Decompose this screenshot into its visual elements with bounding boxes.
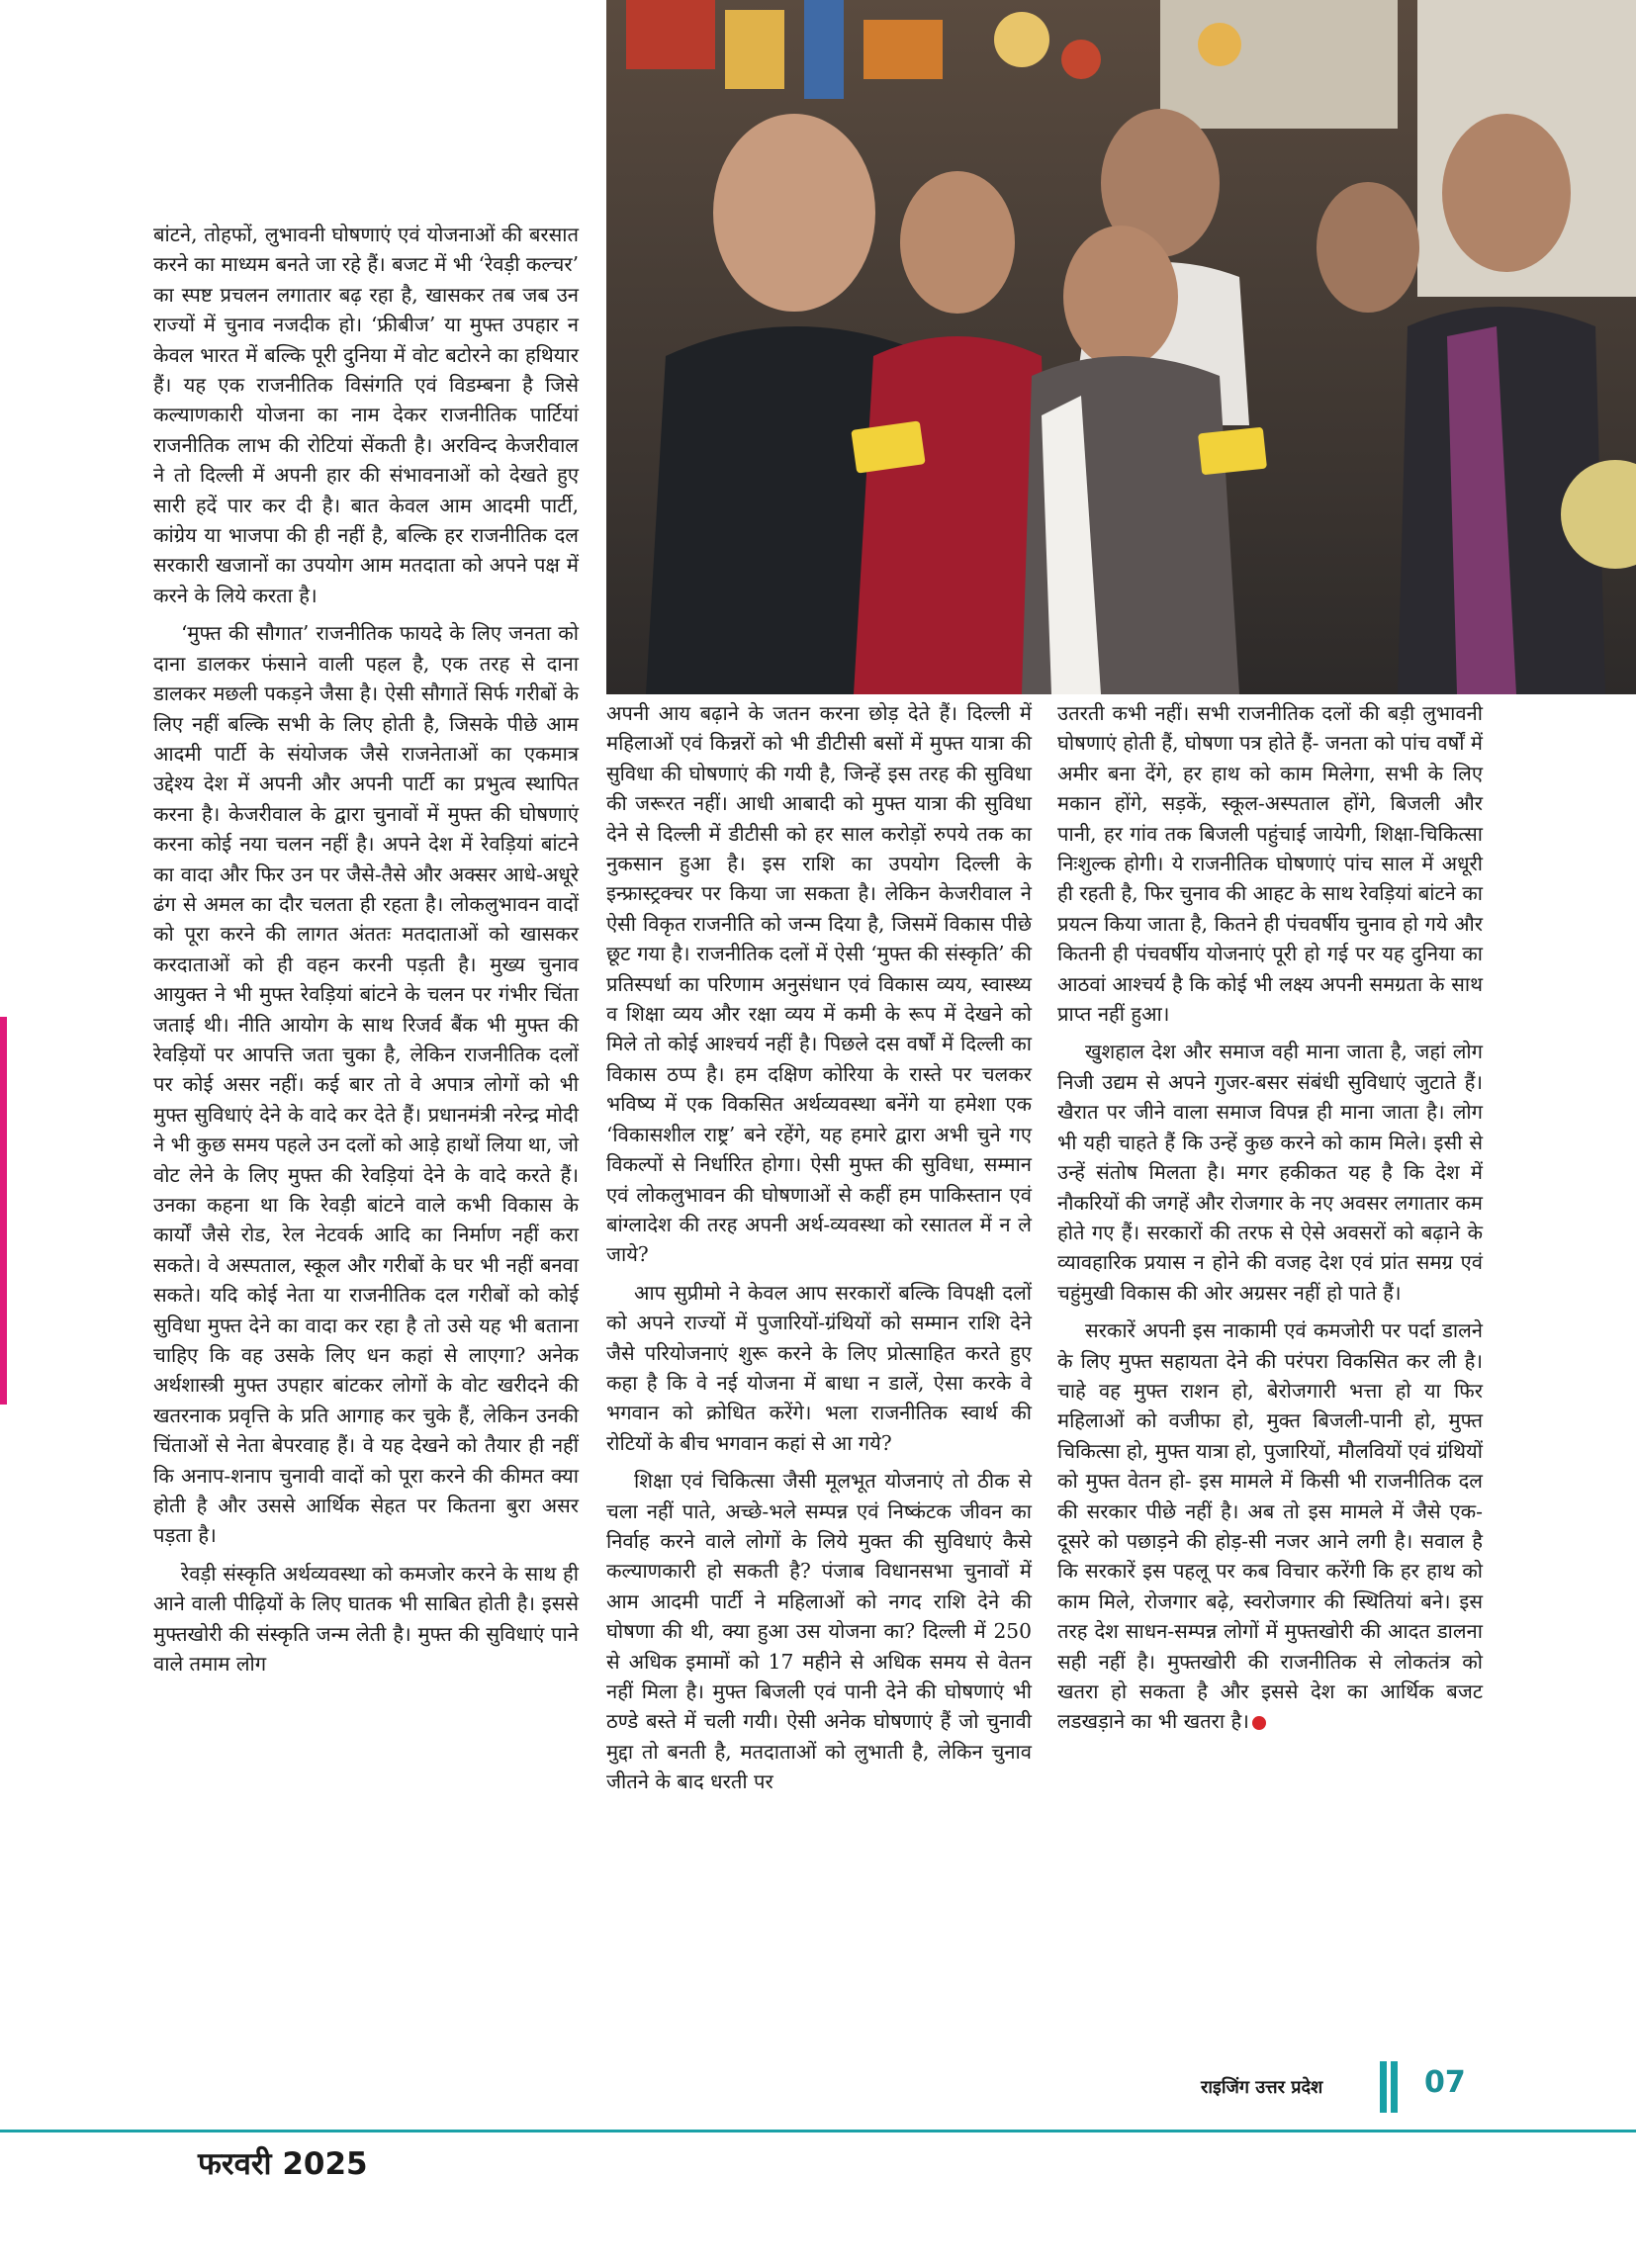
col1-paragraph-3: रेवड़ी संस्कृति अर्थव्यवस्था को कमजोर करने के साथ ही आने वाली पीढ़ियों के लिए घातक भी साबित होती है। इससे मुफ्तखोरी की संस्कृति जन्म लेती है। मुफ्त की सुविधाएं पाने वाले तमाम लोग (153, 1561, 579, 1677)
col1-paragraph-2: ‘मुफ्त की सौगात’ राजनीतिक फायदे के लिए जनता को दाना डालकर फंसाने वाली पहल है, एक तरह से दाना डालकर मछली पकड़ने जैसा है। ऐसी सौगातें सिर्फ गरीबों के लिए नहीं बल्कि सभी के लिए होती है, जिसके पीछे आम आदमी पार्टी के संयोजक जैसे राजनेताओं का एकमात्र उद्देश्य देश में अपनी और अपनी पार्टी का प्रभुत्व स्थापित करना है। केजरीवाल के द्वारा चुनावों में मुफ्त की घोषणाएं करना कोई नया चलन नहीं है। अपने देश में रेवड़ियां बांटने का वादा और फिर उन पर जैसे-तैसे और अक्सर आधे-अधूरे ढंग से अमल का दौर चलता ही रहता है। लोकलुभावन वादों को पूरा करने की लागत अंततः मतदाताओं को खासकर करदाताओं को ही वहन करनी पड़ती है। मुख्य चुनाव आयुक्त ने भी मुफ्त रेवड़ियां बांटने के चलन पर गंभीर चिंता जताई थी। नीति आयोग के साथ रिजर्व बैंक भी मुफ्त की रेवड़ियों पर आपत्ति जता चुका है, लेकिन राजनीतिक दलों पर कोई असर नहीं। कई बार तो वे अपात्र लोगों को भी मुफ्त सुविधाएं देने के वादे कर देते हैं। प्रधानमंत्री नरेन्द्र मोदी ने भी कुछ समय पहले उन दलों को आड़े हाथों लिया था, जो वोट लेने के लिए मुफ्त की रेवड़ियां देने के वादे करते हैं। उनका कहना था कि रेवड़ी बांटने वाले कभी विकास के कार्यों जैसे रोड, रेल नेटवर्क आदि का निर्माण नहीं करा सकते। वे अस्पताल, स्कूल और गरीबों के घर भी नहीं बनवा सकते। यदि कोई नेता या राजनीतिक दल गरीबों को कोई सुविधा मुफ्त देने का वादा कर रहा है तो उसे यह भी बताना चाहिए कि वह उसके लिए धन कहां से लाएगा? अनेक अर्थशास्त्री मुफ्त उपहार बांटकर लोगों के वोट खरीदने की खतरनाक प्रवृत्ति के प्रति आगाह कर चुके हैं, लेकिन उनकी चिंताओं से नेता बेपरवाह हैं। वे यह देखने को तैयार ही नहीं कि अनाप-शनाप चुनावी वादों को पूरा करने की कीमत क्या होती है और उससे आर्थिक सेहत पर कितना बुरा असर पड़ता है। (153, 621, 579, 1548)
issue-date: फरवरी 2025 (198, 2146, 368, 2182)
article-column-3 (1057, 698, 1483, 1737)
page-number-bars-icon (1380, 2061, 1409, 2113)
col2-paragraph-2: आप सुप्रीमो ने केवल आप सरकारों बल्कि विपक्षी दलों को अपने राज्यों में पुजारियों-ग्रंथियों को सम्मान राशि देने जैसे परियोजनाएं शुरू करने के लिए प्रोत्साहित करते हुए कहा है कि वे नई योजना में बाधा न डालें, ऐसा करके वे भगवान को क्रोधित करेंगे। भला राजनीतिक स्वार्थ की रोटियों के बीच भगवान कहां से आ गये? (606, 1280, 1032, 1455)
magazine-brand: राइजिंग उत्तर प्रदेश (1201, 2077, 1323, 2098)
col1-paragraph-1: बांटने, तोहफों, लुभावनी घोषणाएं एवं योजनाओं की बरसात करने का माध्यम बनते जा रहे हैं। बजट में भी ‘रेवड़ी कल्चर’ का स्पष्ट प्रचलन लगातार बढ़ रहा है, खासकर तब जब उन राज्यों में चुनाव नजदीक हो। ‘फ्रीबीज’ या मुफ्त उपहार न केवल भारत में बल्कि पूरी दुनिया में वोट बटोरने का हथियार हैं। यह एक राजनीतिक विसंगति एवं विडम्बना है जिसे कल्याणकारी योजना का नाम देकर राजनीतिक पार्टियां राजनीतिक लाभ की रोटियां सेंकती है। अरविन्द केजरीवाल ने तो दिल्ली में अपनी हार की संभावनाओं को देखते हुए सारी हदें पार कर दी है। बात केवल आम आदमी पार्टी, कांग्रेय या भाजपा की ही नहीं है, बल्कि हर राजनीतिक दल सरकारी खजानों का उपयोग आम मतदाता को अपने पक्ष में करने के लिये करता है। (153, 223, 579, 607)
sidebar-accent-bar (0, 1017, 7, 1405)
col3-paragraph-3 (1057, 1315, 1483, 1737)
article-photo (606, 0, 1636, 694)
end-of-article-icon (1252, 1716, 1266, 1730)
article-column-1 (153, 220, 579, 1679)
photo-illustration (606, 0, 1636, 694)
col2-paragraph-3: शिक्षा एवं चिकित्सा जैसी मूलभूत योजनाएं तो ठीक से चला नहीं पाते, अच्छे-भले सम्पन्न एवं निष्कंटक जीवन का निर्वाह करने वाले लोगों के लिये मुक्त की सुविधाएं कैसे कल्याणकारी हो सकती है? पंजाब विधानसभा चुनावों में आम आदमी पार्टी ने महिलाओं को नगद राशि देने की घोषणा की थी, क्या हुआ उस योजना का? दिल्ली में 250 से अधिक इमामों को 17 महीने से अधिक समय से वेतन नहीं मिला है। मुफ्त बिजली एवं पानी देने की घोषणाएं भी ठण्डे बस्ते में चली गयी। ऐसी अनेक घोषणाएं हैं जो चुनावी मुद्दा तो बनती है, मतदाताओं को लुभाती है, लेकिन चुनाव जीतने के बाद धरती पर (606, 1469, 1032, 1794)
col3-paragraph-3-text: सरकारें अपनी इस नाकामी एवं कमजोरी पर पर्दा डालने के लिए मुफ्त सहायता देने की परंपरा विकसित कर ली है। चाहे वह मुफ्त राशन हो, बेरोजगारी भत्ता हो या फिर महिलाओं को वजीफा हो, मुक्त बिजली-पानी हो, मुफ्त चिकित्सा हो, मुफ्त यात्रा हो, पुजारियों, मौलवियों एवं ग्रंथियों को मुफ्त वेतन हो- इस मामले में किसी भी राजनीतिक दल की सरकार पीछे नहीं है। अब तो इस मामले में जैसे एक-दूसरे को पछाड़ने की होड़-सी नजर आने लगी है। सवाल है कि सरकारें इस पहलू पर कब विचार करेंगी कि हर हाथ को काम मिले, रोजगार बढ़े, स्वरोजगार की स्थितियां बने। इस तरह देश साधन-सम्पन्न लोगों में मुफ्तखोरी की आदत डालना सही नहीं है। मुफ्तखोरी की राजनीतिक से लोकतंत्र को खतरा हो सकता है और इससे देश का आर्थिक बजट लडखड़ाने का भी खतरा है। (1057, 1318, 1483, 1734)
col3-paragraph-2: खुशहाल देश और समाज वही माना जाता है, जहां लोग निजी उद्यम से अपने गुजर-बसर संबंधी सुविधाएं जुटाते हैं। खैरात पर जीने वाला समाज विपन्न ही माना जाता है। लोग भी यही चाहते हैं कि उन्हें कुछ करने को काम मिले। इसी से उन्हें संतोष मिलता है। मगर हकीकत यह है कि देश में नौकरियों की जगहें और रोजगार के नए अवसर लगातार कम होते गए हैं। सरकारों की तरफ से ऐसे अवसरों को बढ़ाने के व्यावहारिक प्रयास न होने की वजह देश एवं प्रांत समग्र एवं चहुंमुखी विकास की ओर अग्रसर नहीं हो पाते हैं। (1057, 1040, 1483, 1305)
page-number: 07 (1424, 2065, 1466, 2100)
col2-paragraph-1: अपनी आय बढ़ाने के जतन करना छोड़ देते हैं। दिल्ली में महिलाओं एवं किन्नरों को भी डीटीसी बसों में मुफ्त यात्रा की सुविधा की घोषणाएं की गयी है, जिन्हें इस तरह की सुविधा की जरूरत नहीं। आधी आबादी को मुफ्त यात्रा की सुविधा देने से दिल्ली में डीटीसी को हर साल करोड़ों रुपये तक का नुकसान हुआ है। इस राशि का उपयोग दिल्ली के इन्फ्रास्ट्रक्चर पर किया जा सकता है। लेकिन केजरीवाल ने ऐसी विकृत राजनीति को जन्म दिया है, जिसमें विकास पीछे छूट गया है। राजनीतिक दलों में ऐसी ‘मुफ्त की संस्कृति’ की प्रतिस्पर्धा का परिणाम अनुसंधान एवं विकास व्यय, स्वास्थ्य व शिक्षा व्यय और रक्षा व्यय में कमी के रूप में देखने को मिले तो कोई आश्चर्य नहीं है। पिछले दस वर्षों में दिल्ली का विकास ठप्प है। हम दक्षिण कोरिया के रास्ते पर चलकर भविष्य में एक विकसित अर्थव्यवस्था बनेंगे या हमेशा एक ‘विकासशील राष्ट्र’ बने रहेंगे, यह हमारे द्वारा अभी चुने गए विकल्पों से निर्धारित होगा। ऐसी मुफ्त की सुविधा, सम्मान एवं लोकलुभावन की घोषणाओं से कहीं हम पाकिस्तान एवं बांग्लादेश की तरह अपनी अर्थ-व्यवस्था को रसातल में न ले जाये? (606, 701, 1032, 1267)
col3-paragraph-1: उतरती कभी नहीं। सभी राजनीतिक दलों की बड़ी लुभावनी घोषणाएं होती हैं, घोषणा पत्र होते हैं- जनता को पांच वर्षों में अमीर बना देंगे, हर हाथ को काम मिलेगा, सभी के लिए मकान होंगे, सड़कें, स्कूल-अस्पताल होंगे, बिजली और पानी, हर गांव तक बिजली पहुंचाई जायेगी, शिक्षा-चिकित्सा निःशुल्क होगी। ये राजनीतिक घोषणाएं पांच साल में अधूरी ही रहती है, फिर चुनाव की आहट के साथ रेवड़ियां बांटने का प्रयत्न किया जाता है, कितने ही पंचवर्षीय चुनाव हो गये और कितनी ही पंचवर्षीय योजनाएं पूरी हो गई पर यह दुनिया का आठवां आश्चर्य है कि कोई भी लक्ष्य अपनी समग्रता के साथ प्राप्त नहीं हुआ। (1057, 701, 1483, 1027)
footer-rule (0, 2130, 1636, 2132)
article-column-2 (606, 698, 1032, 1797)
